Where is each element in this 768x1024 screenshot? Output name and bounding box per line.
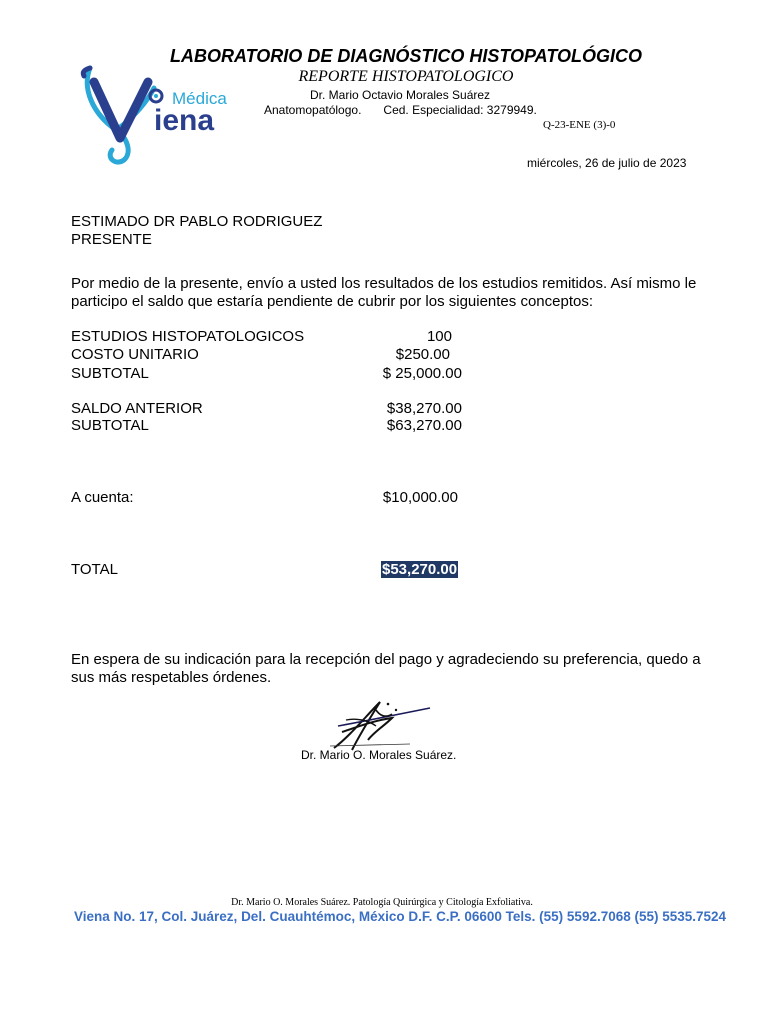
- studies-label: ESTUDIOS HISTOPATOLOGICOS: [71, 328, 305, 345]
- intro-paragraph: Por medio de la presente, envío a usted los resultados de los estudios remitidos. Así mismo le participo el saldo que estaría pendiente de cubrir por los siguientes conceptos:: [71, 275, 697, 310]
- unit-cost-value: $250.00: [395, 346, 450, 363]
- closing-paragraph: En espera de su indicación para la recepción del pago y agradeciendo su preferencia, quedo a sus más respetables órdenes.: [71, 651, 701, 686]
- svg-text:iena: iena: [154, 104, 215, 137]
- unit-cost-label: COSTO UNITARIO: [71, 346, 199, 363]
- total-value: $53,270.00: [382, 561, 458, 578]
- report-title: REPORTE HISTOPATOLOGICO: [298, 68, 514, 85]
- lab-title: LABORATORIO DE DIAGNÓSTICO HISTOPATOLÓGICO: [169, 46, 643, 66]
- document-code: Q-23-ENE (3)-0: [543, 119, 616, 131]
- addressee-line1: ESTIMADO DR PABLO RODRIGUEZ: [71, 213, 323, 230]
- prev-balance-value: $38,270.00: [386, 400, 462, 417]
- signature-name: Dr. Mario O. Morales Suárez.: [301, 748, 457, 762]
- subtotal1-label: SUBTOTAL: [71, 365, 149, 382]
- subtotal1-value: $ 25,000.00: [382, 365, 462, 382]
- addressee-line2: PRESENTE: [71, 231, 152, 248]
- doctor-credentials: [264, 103, 537, 117]
- subtotal2-value: $63,270.00: [386, 417, 462, 434]
- logo-medica-text: Médica: [172, 89, 227, 108]
- on-account-value: $10,000.00: [382, 489, 458, 506]
- doctor-ced: Ced. Especialidad: 3279949.: [383, 103, 537, 117]
- total-label: TOTAL: [71, 561, 118, 578]
- total-value-wrap: [381, 561, 458, 578]
- studies-value: 100: [426, 328, 452, 345]
- document-date: miércoles, 26 de julio de 2023: [527, 156, 687, 170]
- prev-balance-label: SALDO ANTERIOR: [71, 400, 203, 417]
- on-account-label: A cuenta:: [71, 489, 134, 506]
- subtotal2-label: SUBTOTAL: [71, 417, 149, 434]
- doctor-title: Anatomopatólogo.: [264, 103, 362, 117]
- doctor-name: Dr. Mario Octavio Morales Suárez: [310, 88, 491, 102]
- footer-line1: Dr. Mario O. Morales Suárez. Patología Quirúrgica y Citología Exfoliativa.: [231, 897, 533, 908]
- footer-address: Viena No. 17, Col. Juárez, Del. Cuauhtémoc, México D.F. C.P. 06600 Tels. (55) 5592.7068 (55) 5535.7524: [74, 909, 727, 924]
- addressee: [71, 213, 322, 249]
